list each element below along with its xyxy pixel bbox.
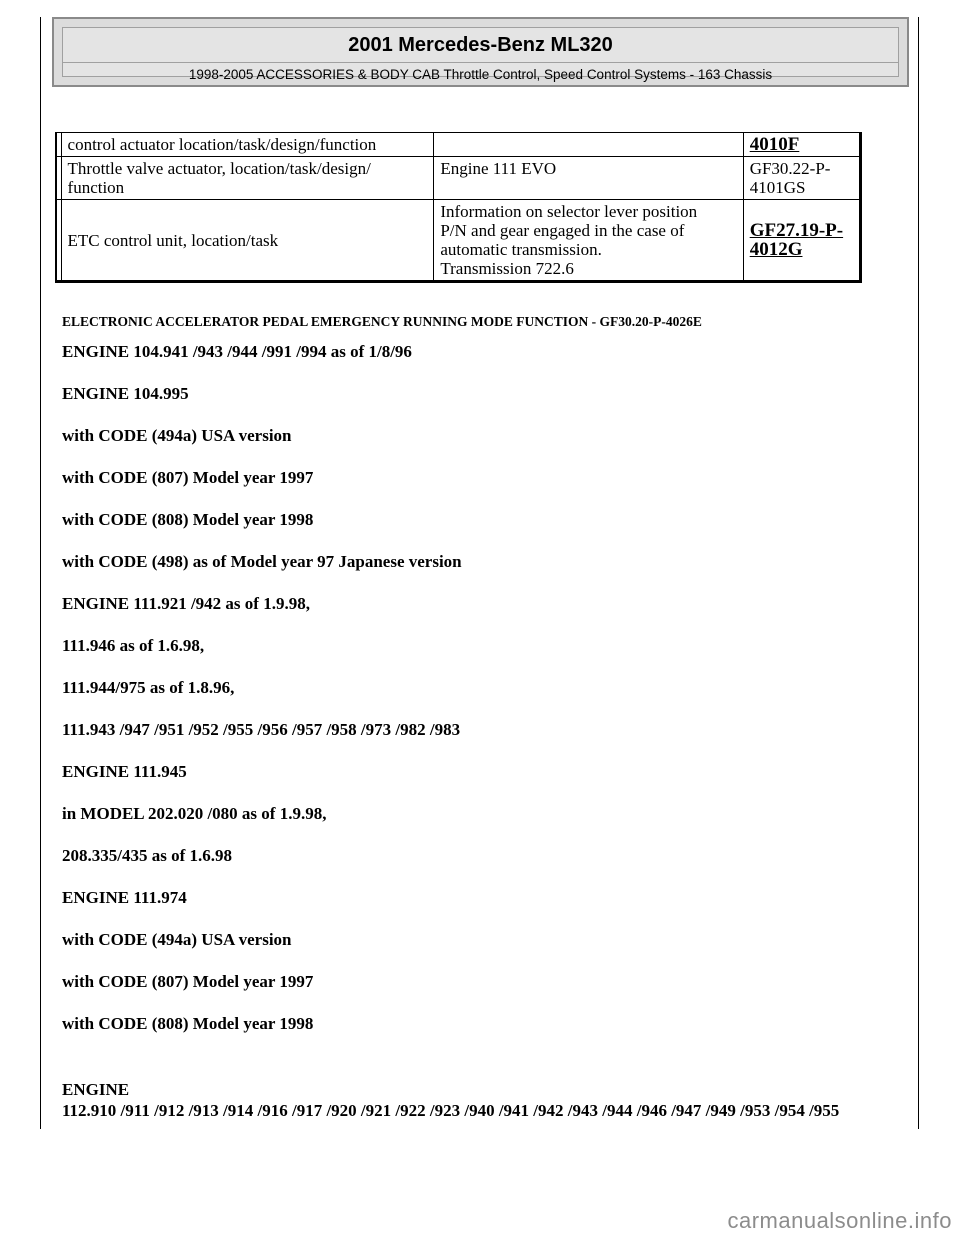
reference-table: [55, 132, 862, 283]
table-cell-c3[interactable]: [743, 133, 860, 157]
page-right-rule: [918, 17, 919, 1129]
cell-text-line: GF30.22-P-: [749, 159, 831, 178]
table-cell-c1: [61, 200, 434, 282]
cell-text-line: function: [67, 178, 125, 197]
page-header: [52, 17, 909, 87]
cell-text-line: Engine 111 EVO: [440, 159, 557, 178]
table-row: [56, 157, 861, 200]
reference-link[interactable]: [750, 221, 856, 259]
cell-text-line: Transmission 722.6: [440, 259, 574, 278]
applicability-line: with CODE (808) Model year 1998: [62, 1014, 314, 1033]
engine-list-heading: ENGINE: [62, 1080, 130, 1099]
applicability-line: 111.944/975 as of 1.8.96,: [62, 678, 235, 697]
site-watermark: carmanualsonline.info: [727, 1208, 952, 1233]
table-row: [56, 133, 861, 157]
cell-text-line: control actuator location/task/design/function: [67, 135, 377, 154]
applicability-line: 208.335/435 as of 1.6.98: [62, 846, 232, 865]
reference-link[interactable]: [750, 135, 856, 154]
applicability-line: 111.943 /947 /951 /952 /955 /956 /957 /958 /973 /982 /983: [62, 720, 461, 739]
table-row: [56, 200, 861, 282]
cell-text-line: Throttle valve actuator, location/task/design/: [67, 159, 371, 178]
cell-text-line: automatic transmission.: [440, 240, 602, 259]
cell-text-line: P/N and gear engaged in the case of: [440, 221, 685, 240]
header-title: 2001 Mercedes-Benz ML320: [348, 34, 613, 56]
reference-table-body: [56, 133, 861, 282]
table-cell-c2: [434, 133, 743, 157]
engine-list-values: 112.910 /911 /912 /913 /914 /916 /917 /920 /921 /922 /923 /940 /941 /942 /943 /944 /946 /947 /949 /953 /954 /955: [62, 1101, 840, 1120]
applicability-line: ENGINE 104.995: [62, 384, 189, 403]
applicability-line: with CODE (807) Model year 1997: [62, 468, 314, 487]
table-cell-c1: [61, 157, 434, 200]
applicability-line: ENGINE 104.941 /943 /944 /991 /994 as of 1/8/96: [62, 342, 412, 361]
cell-text-line: GF27.19-P-: [749, 220, 844, 241]
page-header-inner: [62, 27, 899, 82]
applicability-line: in MODEL 202.020 /080 as of 1.9.98,: [62, 804, 327, 823]
applicability-line: with CODE (498) as of Model year 97 Japanese version: [62, 552, 462, 571]
applicability-line: with CODE (808) Model year 1998: [62, 510, 314, 529]
applicability-line: with CODE (494a) USA version: [62, 426, 292, 445]
applicability-line: ENGINE 111.974: [62, 888, 187, 907]
table-cell-c3: [743, 157, 860, 200]
table-cell-c1: [61, 133, 434, 157]
applicability-list: [62, 342, 912, 1056]
applicability-line: ENGINE 111.921 /942 as of 1.9.98,: [62, 594, 310, 613]
page-left-rule: [40, 17, 41, 1129]
engine-list-block: [62, 1079, 890, 1121]
cell-text-line: 4101GS: [749, 178, 806, 197]
cell-text-line: 4010F: [749, 134, 800, 155]
applicability-line: ENGINE 111.945: [62, 762, 187, 781]
section-title: ELECTRONIC ACCELERATOR PEDAL EMERGENCY RUNNING MODE FUNCTION - GF30.20-P-4026E: [62, 314, 702, 329]
cell-text-line: ETC control unit, location/task: [67, 230, 279, 250]
applicability-line: 111.946 as of 1.6.98,: [62, 636, 205, 655]
applicability-line: with CODE (494a) USA version: [62, 930, 292, 949]
cell-text-line: 4012G: [749, 239, 803, 260]
table-cell-c2: [434, 157, 743, 200]
header-divider: [63, 62, 898, 63]
applicability-line: with CODE (807) Model year 1997: [62, 972, 314, 991]
table-cell-c2: [434, 200, 743, 282]
header-subtitle: 1998-2005 ACCESSORIES & BODY CAB Throttle Control, Speed Control Systems - 163 Chassis: [188, 67, 773, 82]
cell-text-line: Information on selector lever position: [440, 202, 698, 221]
table-cell-c3[interactable]: [743, 200, 860, 282]
